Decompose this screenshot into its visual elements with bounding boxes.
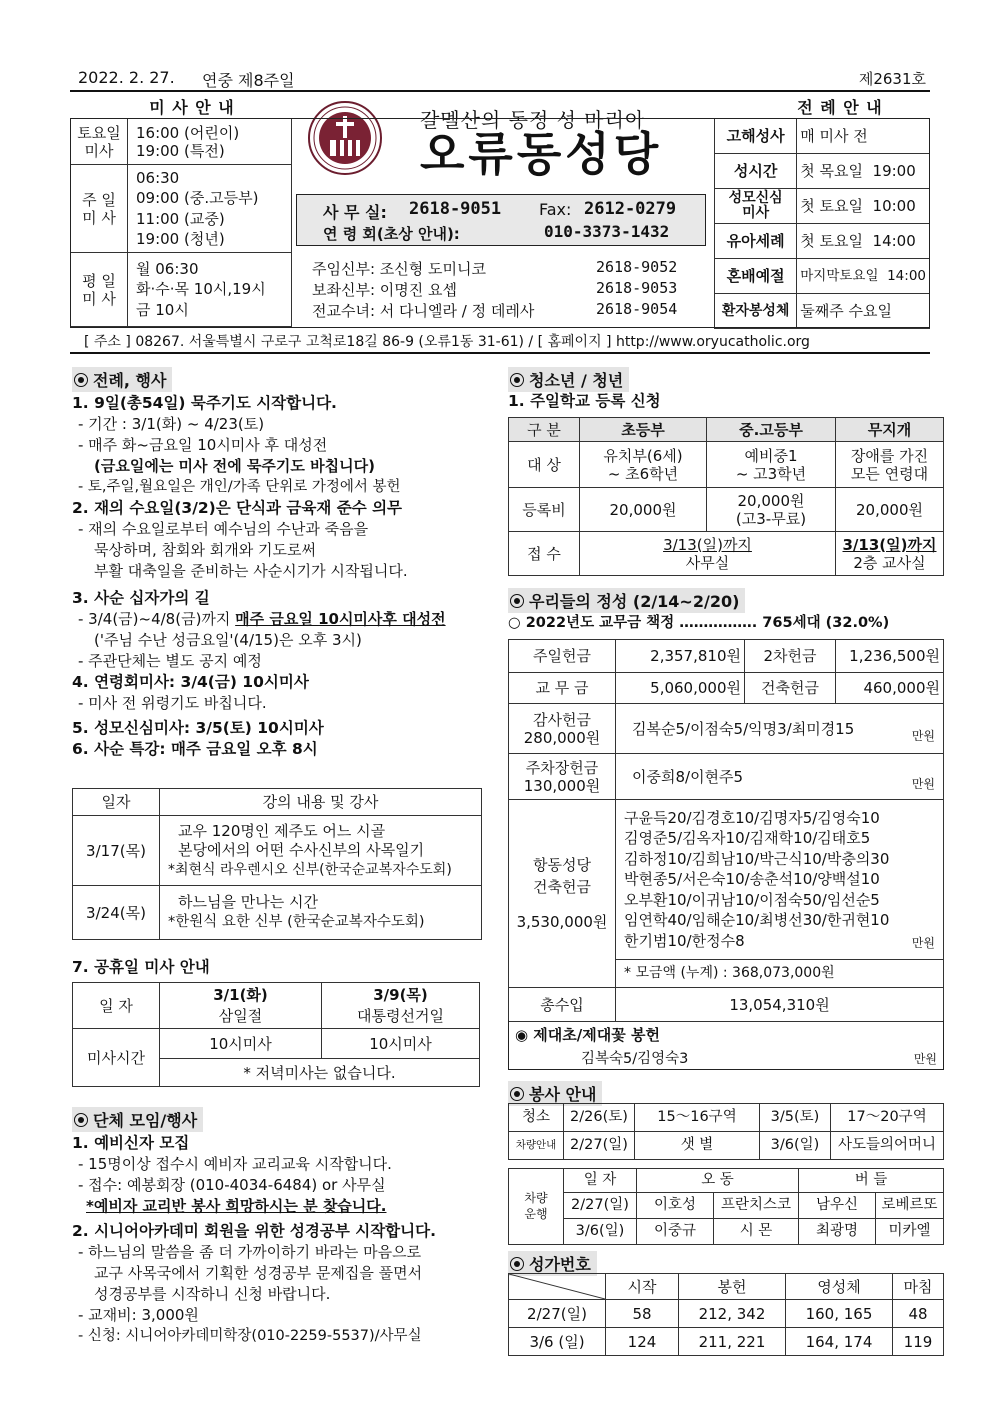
text-line: - 토,주일,월요일은 개인/가족 단위로 가정에서 봉헌	[78, 479, 401, 495]
clergy-row	[312, 258, 707, 279]
text-line: - 기간 : 3/1(화) ~ 4/23(토)	[78, 415, 265, 433]
groups-body	[72, 1133, 492, 1347]
table-header: 일자	[73, 789, 160, 816]
school-table	[508, 417, 944, 576]
budget-line: ○ 2022년도 교무금 책정 ……………. 765세대 (32.0%)	[508, 615, 890, 631]
text-line: 교구 사목국에서 기획한 성경공부 문제집을 풀면서	[94, 1264, 423, 1282]
clergy-list	[312, 258, 707, 321]
table-row	[509, 704, 944, 754]
text-part: 매주 금요일 10시미사후 대성전	[235, 610, 446, 628]
table-row	[509, 754, 944, 800]
table-header: 강의 내용 및 강사	[160, 789, 482, 816]
table-row	[509, 1328, 944, 1356]
unit-label: 만원	[913, 1052, 937, 1066]
service-group: 샛 별	[635, 1132, 760, 1160]
hymn-table	[508, 1273, 944, 1356]
text-line: 묵상하며, 참회와 회개와 기도로써	[94, 541, 316, 559]
bullet-icon	[510, 594, 524, 608]
bus-date: 2/27(일)	[564, 1193, 637, 1219]
table-row	[509, 488, 944, 532]
address-bar: [ 주소 ] 08267. 서울특별시 구로구 고척로18길 86-9 (오류1동 31-61) / [ 홈페이지 ] http://www.oryucatholic.org	[70, 330, 930, 354]
altar-title: ◉ 제대초/제대꽃 봉헌	[515, 1026, 660, 1044]
liturgical-season: 연중 제8주일	[202, 71, 295, 90]
funeral-assoc-label: 연 령 회(초상 안내):	[323, 225, 460, 243]
unit-label: 만원	[911, 935, 935, 950]
holiday-time-label: 미사시간	[73, 1029, 160, 1087]
liturgy-key: 환자봉성체	[715, 294, 797, 329]
offering-label: 총수입	[509, 988, 616, 1022]
table-header: 마침	[893, 1274, 944, 1300]
table-header: 오 동	[637, 1169, 799, 1193]
holiday-time: 10시미사	[160, 1029, 322, 1059]
liturgy-key: 혼배예절	[715, 259, 797, 294]
school-row-label: 접 수	[509, 532, 580, 576]
table-header: 일 자	[564, 1169, 637, 1193]
mass-label-sun: 주 일 미 사	[71, 165, 128, 253]
issue-number: 제2631호	[858, 70, 926, 88]
bus-driver-name: 미카엘	[876, 1219, 944, 1245]
liturgy-events-body	[72, 393, 492, 760]
donor-names: 임연학40/임해순10/최병선30/한귀현10	[624, 911, 890, 930]
text-line: (금요일에는 미사 전에 묵주기도 바칩니다)	[94, 457, 375, 475]
issue-date: 2022. 2. 27.	[78, 68, 175, 87]
school-deadline: 3/13(일)까지	[842, 535, 937, 554]
bus-date: 3/6(일)	[564, 1219, 637, 1245]
offering-amount: 3,530,000원	[516, 912, 608, 931]
hymn-date: 3/6 (일)	[509, 1328, 606, 1356]
donor-names: 박현종5/서은숙10/송춘석10/양백설10	[624, 870, 880, 889]
table-header: 초등부	[580, 418, 707, 442]
donor-names: 이중희8/이현주5	[632, 767, 744, 786]
altar-names: 김복숙5/김영숙3	[581, 1051, 689, 1067]
table-row	[509, 442, 944, 488]
section-title-text: 성가번호	[529, 1255, 591, 1274]
text-line: - 재의 수요일로부터 예수님의 수난과 죽음을	[78, 520, 369, 538]
text-part: - 3/4(금)~4/8(금)까지	[78, 610, 236, 628]
offering-label: 교 무 금	[509, 673, 616, 704]
offering-label: 2차헌금	[745, 640, 836, 673]
school-cell: 20,000원 (고3-무료)	[707, 488, 836, 532]
school-cell: 예비중1 ~ 고3학년	[707, 442, 836, 488]
hymn-date: 2/27(일)	[509, 1300, 606, 1328]
section-title-text: 단체 모임/행사	[93, 1111, 198, 1130]
donor-names: 김영준5/김옥자10/김재학10/김태호5	[624, 829, 871, 848]
school-deadline: 3/13(일)까지	[663, 535, 752, 554]
text-line: *예비자 교리반 봉사 희망하시는 분 찾습니다.	[86, 1197, 387, 1215]
table-row	[509, 1193, 944, 1219]
table-row	[509, 800, 944, 960]
mass-label-sat: 토요일 미사	[71, 119, 128, 165]
bus-driver-name: 프란치스코	[714, 1193, 799, 1219]
lecture-line: 하느님을 만나는 시간	[178, 893, 318, 912]
hymn-number: 119	[893, 1328, 944, 1356]
offering-amount: 460,000원	[836, 673, 944, 704]
bus-driver: 남우신	[799, 1193, 876, 1219]
diagonal-line-icon	[509, 1274, 605, 1299]
service-label: 청소	[509, 1104, 564, 1132]
hymn-number: 164, 174	[786, 1328, 893, 1356]
altar-box	[508, 1020, 944, 1070]
offering-label: 주차장헌금	[525, 758, 599, 777]
offering-label: 건축헌금	[533, 878, 591, 897]
offering-amount: 1,236,500원	[836, 640, 944, 673]
text-line: 부활 대축일을 준비하는 사순시기가 시작됩니다.	[94, 562, 408, 580]
funeral-assoc-phone: 010-3373-1432	[544, 222, 670, 241]
donor-names: 한기범10/한정수8	[624, 931, 745, 950]
bus-driver: 이중규	[637, 1219, 714, 1245]
holiday-date: 3/1(화)	[213, 986, 268, 1005]
bus-driver-name: 로베르또	[876, 1193, 944, 1219]
table-row	[73, 816, 482, 886]
school-row-label: 등록비	[509, 488, 580, 532]
section-groups	[72, 1107, 203, 1132]
text-line: - 접수: 예봉회장 (010-4034-6484) or 사무실	[78, 1176, 386, 1194]
text-line: - 매주 화~금요일 10시미사 후 대성전	[78, 436, 328, 454]
office-label: 사 무 실:	[323, 203, 387, 222]
mass-table	[70, 118, 292, 327]
mass-times-sat: 16:00 (어린이) 19:00 (특전)	[128, 119, 292, 165]
school-row-label: 대 상	[509, 442, 580, 488]
liturgy-value: 마지막토요일 14:00	[797, 259, 930, 294]
hymn-number: 211, 221	[679, 1328, 786, 1356]
hymn-number: 124	[606, 1328, 679, 1356]
bus-driver: 이호성	[637, 1193, 714, 1219]
clergy-role: 주임신부: 조신형 도미니코	[312, 260, 486, 278]
liturgy-value: 둘째주 수요일	[797, 294, 930, 329]
table-row	[509, 1219, 944, 1245]
total-amount: 13,054,310원	[616, 988, 944, 1022]
item-lenten-lecture: 6. 사순 특강: 매주 금요일 오후 8시	[72, 740, 318, 758]
office-contact-box	[296, 194, 706, 246]
table-row	[509, 1300, 944, 1328]
table-header: 버 들	[799, 1169, 944, 1193]
offering-amount: 280,000원	[523, 728, 601, 747]
lecture-speaker: *한원식 요한 신부 (한국순교복자수도회)	[168, 913, 425, 930]
liturgy-key: 성모신심 미사	[715, 189, 797, 224]
hymn-number: 48	[893, 1300, 944, 1328]
office-phone: 2618-9051	[409, 199, 502, 219]
offering-amount: 130,000원	[523, 776, 601, 795]
service-group: 사도들의어머니	[831, 1132, 944, 1160]
text-line: 성경공부를 시작하니 신청 바랍니다.	[94, 1285, 331, 1303]
hymn-number: 160, 165	[786, 1300, 893, 1328]
mass-times-sun: 06:30 09:00 (중.고등부) 11:00 (교중) 19:00 (청년)	[128, 165, 292, 253]
bus-driver: 최광명	[799, 1219, 876, 1245]
table-header: 시작	[606, 1274, 679, 1300]
mass-label-weekday: 평 일 미 사	[71, 253, 128, 327]
item-ash-wednesday: 2. 재의 수요일(3/2)은 단식과 금육재 준수 의무	[72, 499, 403, 517]
school-cell: 20,000원	[836, 488, 944, 532]
school-cell: 유치부(6세) ~ 초6학년	[580, 442, 707, 488]
table-header: 봉헌	[679, 1274, 786, 1300]
section-liturgy-events	[72, 367, 172, 392]
bus-driver-name: 시 몬	[714, 1219, 799, 1245]
table-row	[509, 673, 944, 704]
school-cell: 장애를 가진 모든 연령대	[836, 442, 944, 488]
unit-label: 만원	[911, 728, 935, 743]
section-title-text: 청소년 / 청년	[529, 371, 624, 390]
lecture-table	[72, 788, 482, 940]
service-date: 3/6(일)	[760, 1132, 831, 1160]
fax-number: 2612-0279	[584, 199, 677, 219]
table-header: 구 분	[509, 418, 580, 442]
bus-table	[508, 1168, 944, 1245]
table-row	[509, 1104, 944, 1132]
offering-amount: 2,357,810원	[616, 640, 745, 673]
fax-label: Fax:	[539, 200, 572, 219]
bullet-icon	[510, 1257, 524, 1271]
holiday-name: 삼일절	[218, 1006, 263, 1025]
item-senior-bible: 2. 시니어아카데미 회원을 위한 성경공부 시작합니다.	[72, 1222, 436, 1240]
item-memorial-mass: 4. 연령회미사: 3/4(금) 10시미사	[72, 673, 309, 691]
bullet-icon	[74, 373, 88, 387]
bullet-icon	[510, 1087, 524, 1101]
holiday-date-label: 일 자	[73, 983, 160, 1029]
mass-title: 미 사 안 내	[149, 98, 235, 117]
clergy-phone: 2618-9053	[596, 279, 678, 297]
clergy-phone: 2618-9054	[596, 300, 678, 318]
offering-amount: 5,060,000원	[616, 673, 745, 704]
top-header-bar	[70, 68, 930, 92]
table-header: 영성체	[786, 1274, 893, 1300]
item-holiday-mass: 7. 공휴일 미사 안내	[72, 958, 210, 976]
liturgy-value: 첫 토요일 10:00	[797, 189, 930, 224]
section-title-text: 봉사 안내	[529, 1085, 597, 1104]
table-row	[509, 640, 944, 673]
holiday-time: 10시미사	[322, 1029, 480, 1059]
item-marian-mass: 5. 성모신심미사: 3/5(토) 10시미사	[72, 719, 324, 737]
clergy-phone: 2618-9052	[596, 258, 678, 276]
bus-label: 차량 운행	[509, 1169, 564, 1245]
item-catechumen: 1. 예비신자 모집	[72, 1134, 190, 1152]
table-row	[509, 988, 944, 1022]
clergy-role: 보좌신부: 이명진 요셉	[312, 281, 458, 299]
parish-name: 오류동성당	[420, 127, 663, 181]
offering-label: 항동성당	[533, 855, 591, 874]
lecture-line: 본당에서의 어떤 수사신부의 사목일기	[178, 841, 425, 860]
liturgy-key: 고해성사	[715, 119, 797, 154]
liturgy-title: 전 례 안 내	[797, 98, 883, 117]
donor-names: 김하정10/김희남10/박근식10/박충의30	[624, 849, 890, 868]
lecture-date: 3/17(목)	[73, 816, 160, 886]
liturgy-value: 첫 목요일 19:00	[797, 154, 930, 189]
offering-label: 감사헌금	[533, 710, 591, 729]
holiday-date: 3/9(목)	[373, 986, 428, 1005]
build-total: * 모금액 (누계) : 368,073,000원	[616, 960, 944, 988]
liturgy-value: 첫 토요일 14:00	[797, 224, 930, 259]
text-line: - 주관단체는 별도 공지 예정	[78, 652, 262, 670]
table-row	[509, 1132, 944, 1160]
table-row	[509, 532, 944, 576]
holiday-table	[72, 982, 480, 1087]
bullet-icon	[74, 1113, 88, 1127]
liturgy-table	[714, 118, 930, 329]
hymn-number: 58	[606, 1300, 679, 1328]
text-line: - 하느님의 말씀을 좀 더 가까이하기 바라는 마음으로	[78, 1243, 422, 1261]
clergy-role: 전교수녀: 서 다니엘라 / 정 데레사	[312, 302, 535, 320]
school-place: 2층 교사실	[853, 553, 926, 572]
section-youth	[508, 367, 629, 392]
text-line: ('주님 수난 성금요일'(4/15)은 오후 3시)	[94, 631, 362, 649]
text-line: - 신청: 시니어아카데미학장(010-2259-5537)/사무실	[78, 1328, 422, 1344]
service-date: 2/27(일)	[564, 1132, 635, 1160]
parish-subtitle: 갈멜산의 동정 성 마리아	[420, 108, 646, 132]
service-date: 3/5(토)	[760, 1104, 831, 1132]
holiday-name: 대통령선거일	[357, 1006, 444, 1025]
section-offerings	[508, 588, 745, 613]
school-place: 사무실	[685, 553, 730, 572]
table-header: 중.고등부	[707, 418, 836, 442]
service-label: 차량안내	[509, 1132, 564, 1160]
donor-names: 오부환10/이귀남10/이점숙50/임선순5	[624, 890, 880, 909]
donor-names: 김복순5/이점숙5/익명3/최미경15	[632, 719, 855, 738]
clergy-row	[312, 300, 707, 321]
section-title-text: 전례, 행사	[93, 371, 167, 390]
item-sunday-school: 1. 주일학교 등록 신청	[508, 392, 661, 410]
section-title-text: 우리들의 정성 (2/14~2/20)	[529, 592, 740, 611]
holiday-note: * 저녁미사는 없습니다.	[160, 1059, 480, 1087]
lecture-speaker: *최현식 라우렌시오 신부(한국순교복자수도회)	[168, 861, 452, 878]
school-cell: 20,000원	[580, 488, 707, 532]
service-table	[508, 1103, 944, 1160]
service-group: 15～16구역	[635, 1104, 760, 1132]
lecture-line: 교우 120명인 제주도 어느 시골	[178, 821, 386, 840]
donor-names: 구윤득20/김경호10/김명자5/김영숙10	[624, 808, 880, 827]
service-group: 17～20구역	[831, 1104, 944, 1132]
liturgy-key: 유아세례	[715, 224, 797, 259]
clergy-row	[312, 279, 707, 300]
hymn-number: 212, 342	[679, 1300, 786, 1328]
text-line	[72, 609, 492, 630]
parish-seal-logo	[307, 100, 383, 176]
bullet-icon	[510, 373, 524, 387]
text-line: - 교재비: 3,000원	[78, 1306, 199, 1324]
item-rosary: 1. 9일(총54일) 묵주기도 시작합니다.	[72, 394, 337, 412]
item-stations-of-cross: 3. 사순 십자가의 길	[72, 589, 210, 607]
service-date: 2/26(토)	[564, 1104, 635, 1132]
liturgy-value: 매 미사 전	[797, 119, 930, 154]
table-row	[73, 886, 482, 940]
offering-label: 주일헌금	[509, 640, 616, 673]
text-line: - 15명이상 접수시 예비자 교리교육 시작합니다.	[78, 1155, 392, 1173]
lecture-date: 3/24(목)	[73, 886, 160, 940]
unit-label: 만원	[911, 776, 935, 791]
mass-times-weekday: 월 06:30 화·수·목 10시,19시 금 10시	[128, 253, 292, 327]
hymn-corner-cell	[509, 1274, 606, 1300]
offering-table	[508, 639, 944, 1022]
table-header: 무지개	[836, 418, 944, 442]
text-line: - 미사 전 위령기도 바칩니다.	[78, 694, 267, 712]
liturgy-key: 성시간	[715, 154, 797, 189]
offering-label: 건축헌금	[745, 673, 836, 704]
